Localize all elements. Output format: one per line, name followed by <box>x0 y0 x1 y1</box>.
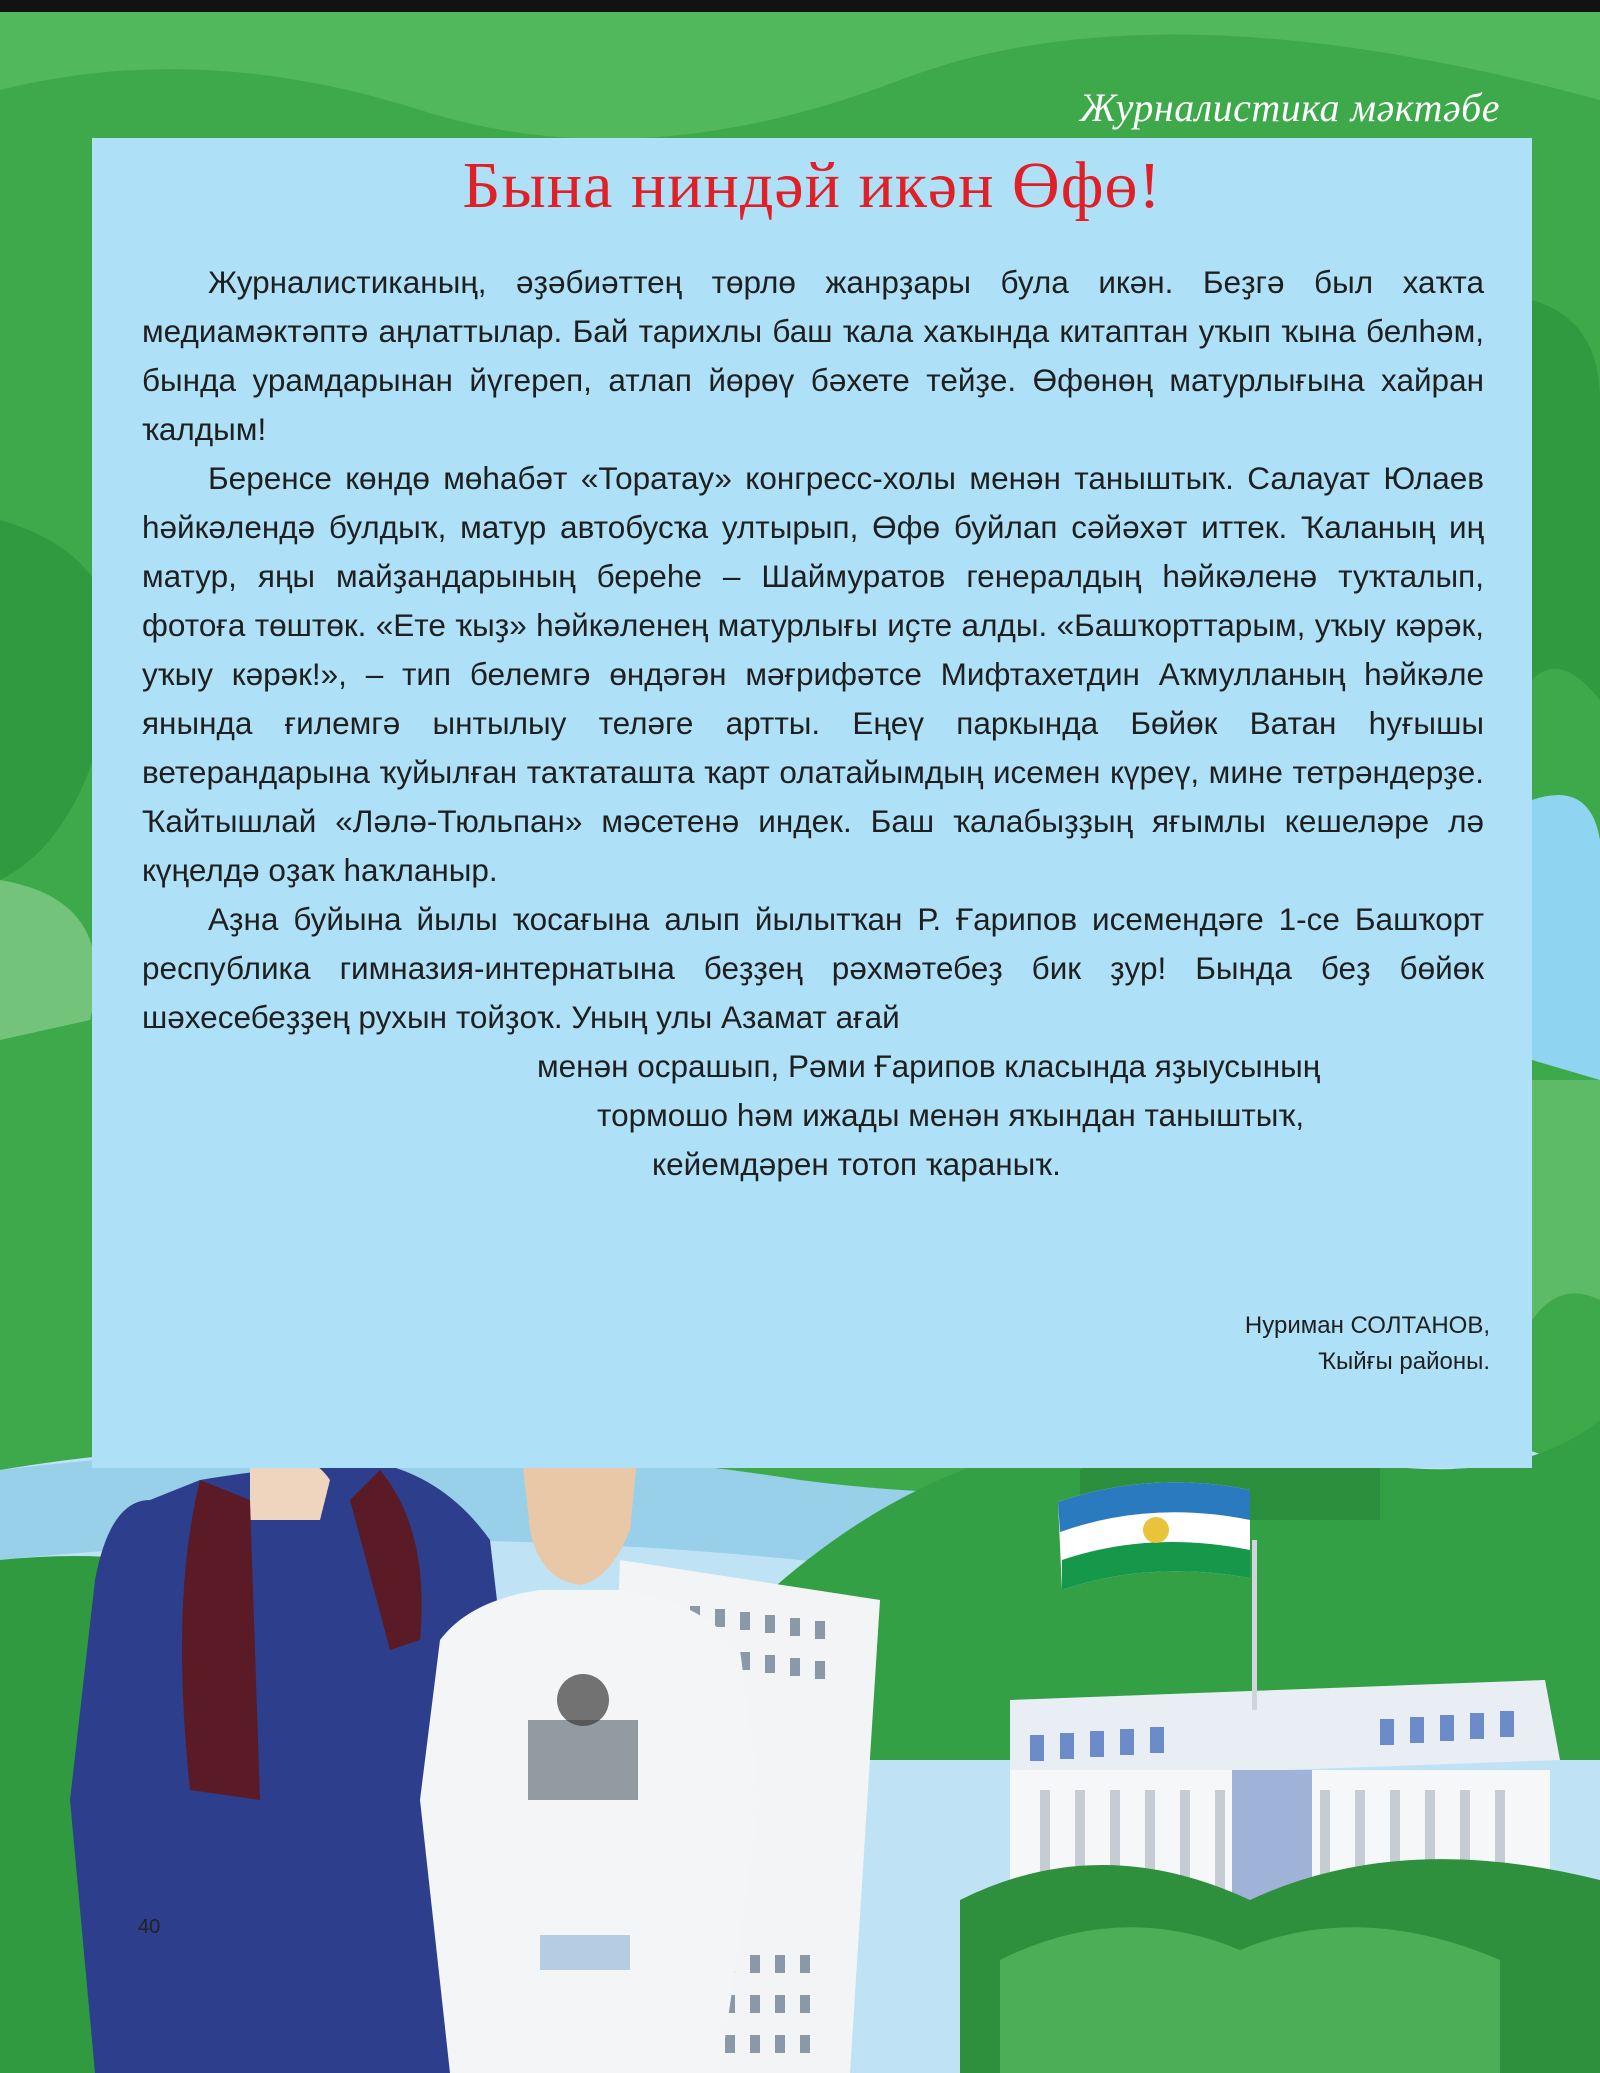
article-panel <box>92 138 1532 1468</box>
paragraph-3: Аҙна буйына йылы ҡосағына алып йылытҡан Р. Ғарипов исемендәге 1-се Башҡорт республика гимназия-интернатына беҙҙең рәхмәтебеҙ бик ҙур! Бында беҙ бөйөк шәхесебеҙҙең рухын тойҙоҡ. Уның улы Азамат ағай <box>142 901 1484 1035</box>
paragraph-2: Беренсе көндө мөһабәт «Торатау» конгресс-холы менән таныштыҡ. Салауат Юлаев һәйкәлендә булдыҡ, матур автобусҡа ултырып, Өфө буйлап сәйәхәт иттек. Ҡаланың иң матур, яңы майҙандарының береһе – Шаймуратов генералдың һәйкәленә туҡталып, фотоға төштөк. «Ете ҡыҙ» һәйкәленең матурлығы иҫте алды. «Башҡорттарым, уҡыу кәрәк, уҡыу кәрәк!», – тип белемгә өндәгән мәғрифәтсе Мифтахетдин Аҡмулланың һәйкәле янында ғилемгә ынтылыу теләге артты. Еңеү паркында Бөйөк Ватан һуғышы ветерандарына ҡуйылған таҡтаташта ҡарт олатайымдың исемен күреү, мине тетрәндерҙе. Ҡайтышлай «Ләлә-Тюльпан» мәсетенә индек. Баш ҡалабыҙҙың яғымлы кешеләре лә күңелдә оҙаҡ һаҡланыр. <box>142 460 1484 888</box>
tail-line-3: кейемдәрен тотоп ҡараныҡ. <box>652 1146 1061 1182</box>
page-number: 40 <box>138 1916 161 1938</box>
tail-line-2: тормошо һәм ижады менән яҡындан таныштыҡ, <box>597 1097 1305 1133</box>
top-edge-bar <box>0 0 1600 12</box>
tail-line-1: менән осрашып, Рәми Ғарипов класында яҙыусының <box>537 1048 1321 1084</box>
article-title: Бына ниндәй икән Өфө! <box>462 149 1162 222</box>
paragraph-1: Журналистиканың, әҙәбиәттең төрлө жанрҙары була икән. Беҙгә был хаҡта медиамәктәптә аңлаттылар. Бай тарихлы баш ҡала хаҡында китаптан уҡып ҡына белһәм, бында урамдарынан йүгереп, атлап йөрөү бәхете тейҙе. Өфөнөң матурлығына хайран ҡалдым! <box>142 264 1484 447</box>
byline <box>1245 1308 1490 1380</box>
article-body <box>142 258 1484 1189</box>
section-title: Журналистика мәктәбе <box>1079 85 1500 130</box>
author-name: Нуриман СОЛТАНОВ, <box>1244 1312 1490 1339</box>
author-district: Ҡыйғы районы. <box>1318 1348 1490 1375</box>
paragraph-3-tail <box>142 1042 1484 1189</box>
